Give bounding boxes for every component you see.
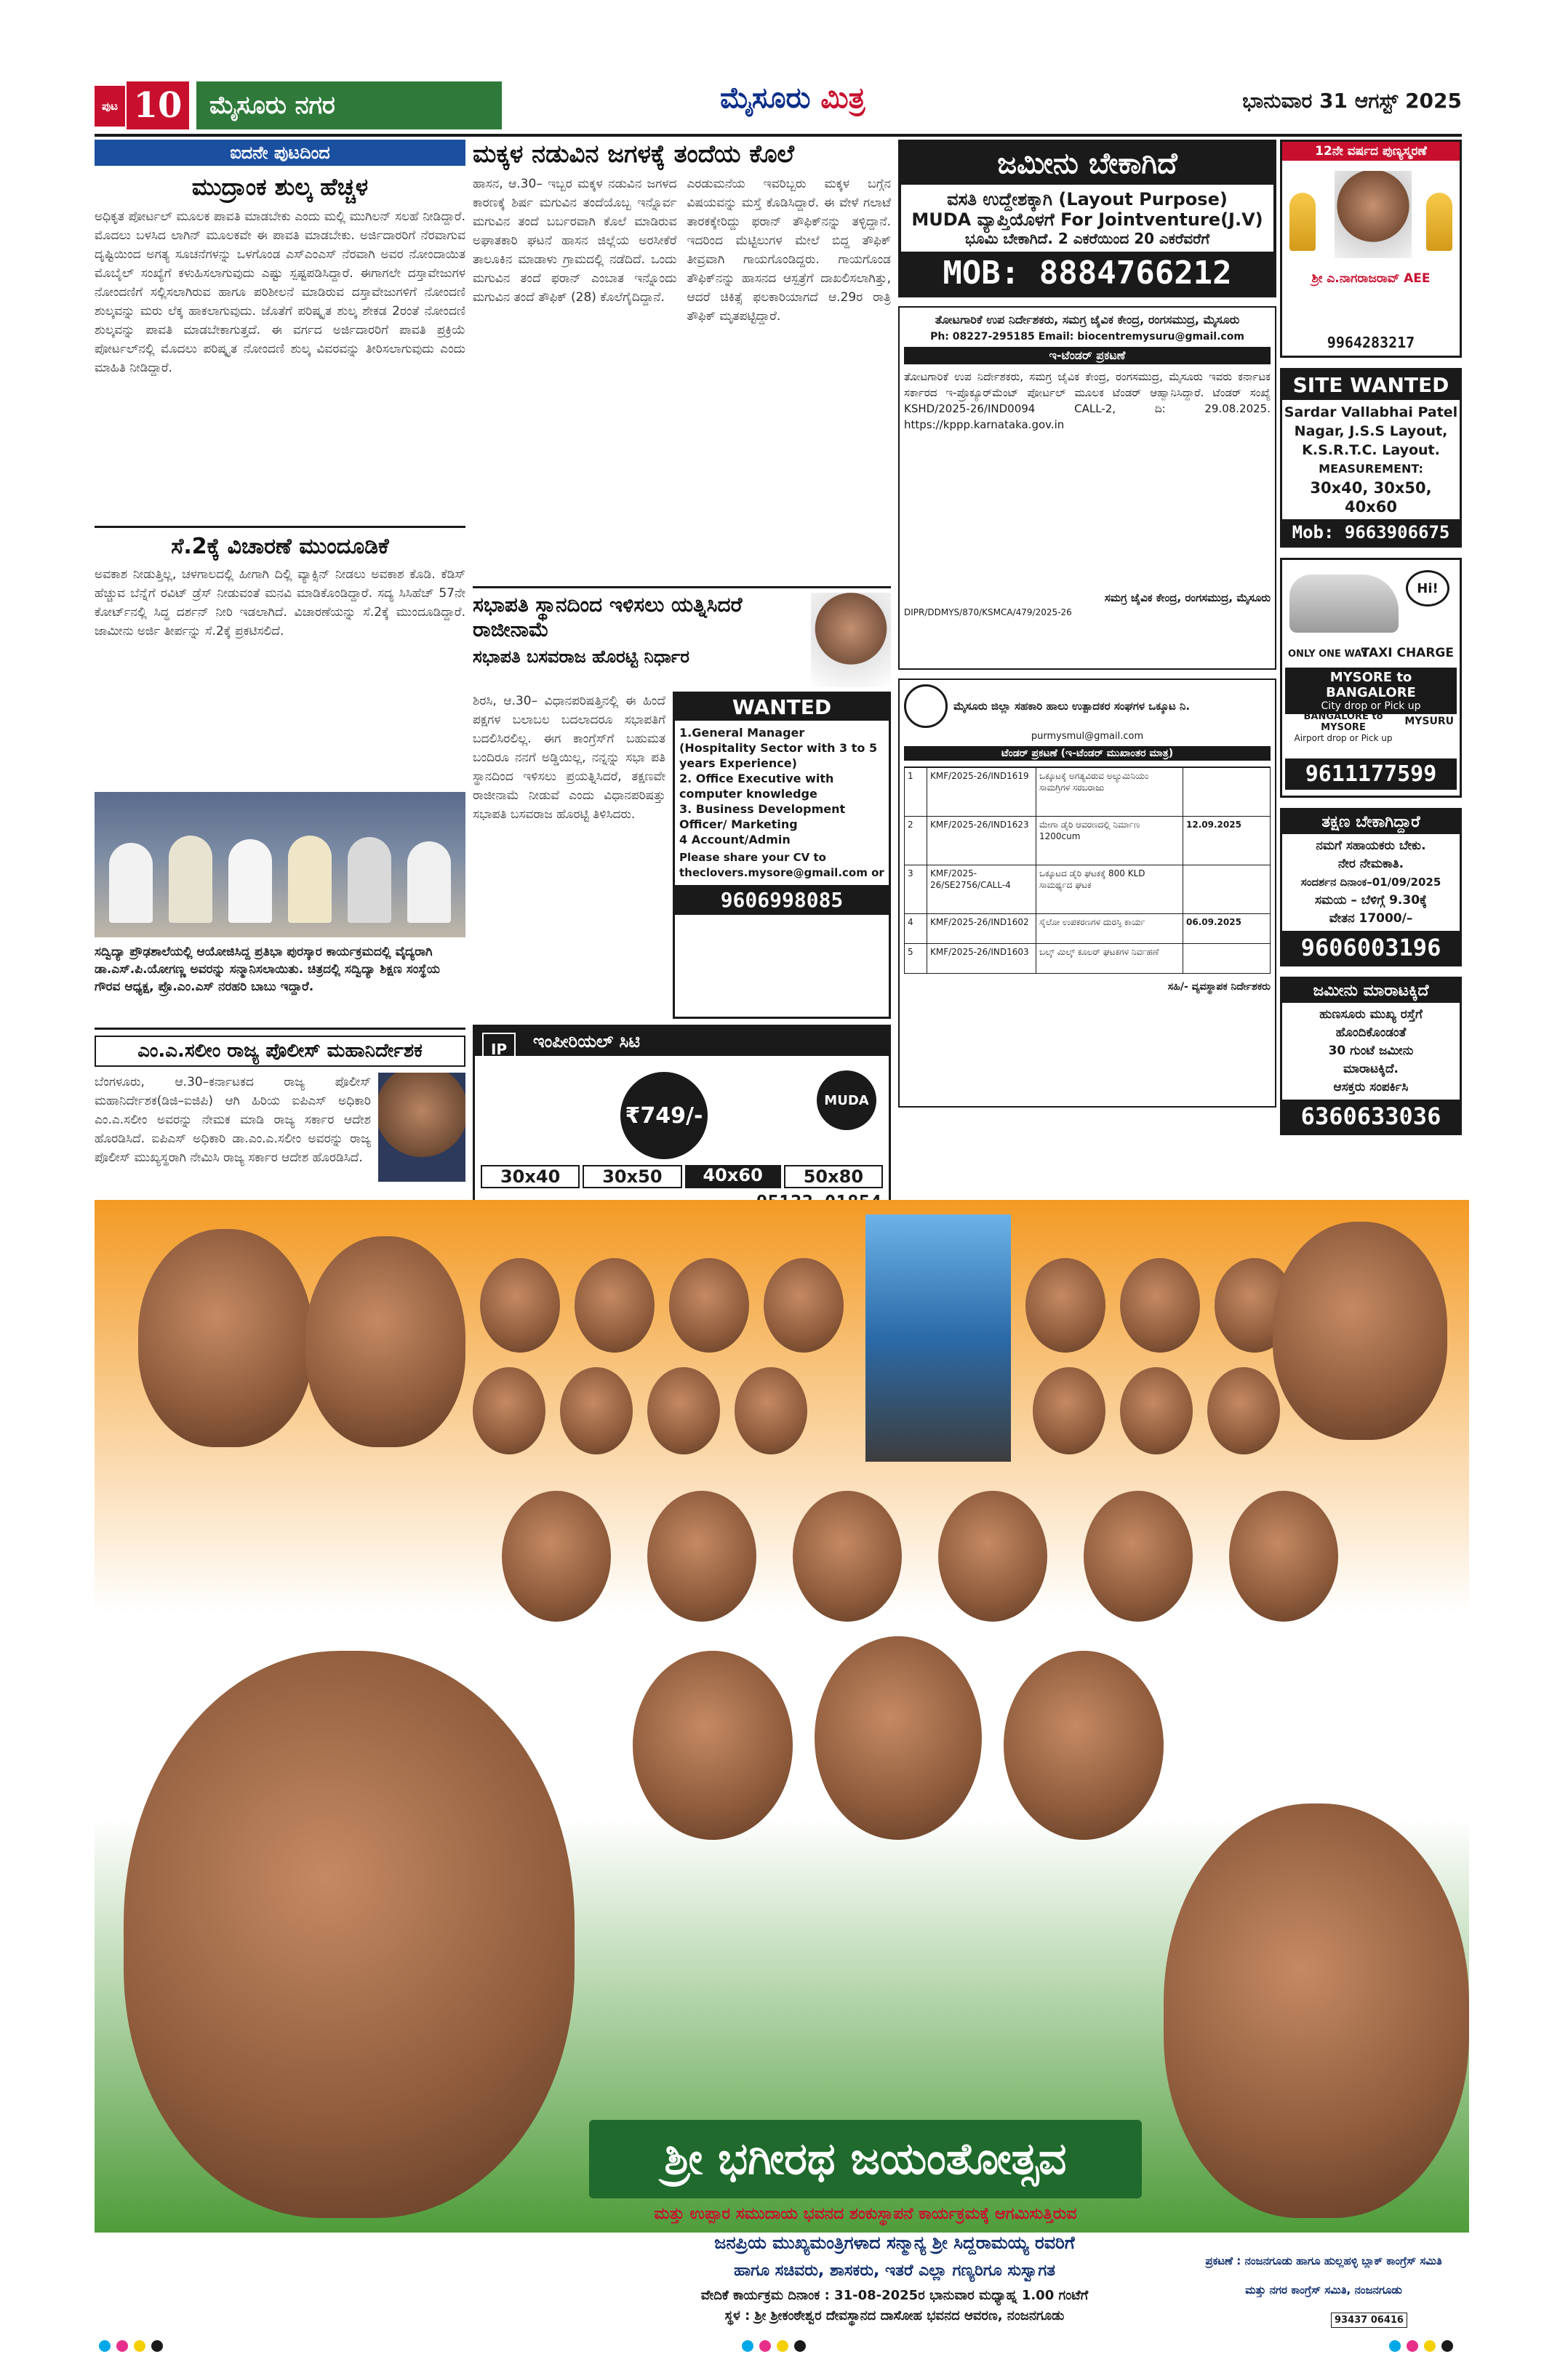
headline-dgp: ಎಂ.ಎ.ಸಲೀಂ ರಾಜ್ಯ ಪೊಲೀಸ್ ಮಹಾನಿರ್ದೇಶಕ — [95, 1036, 465, 1067]
leader-portrait — [1207, 1367, 1280, 1454]
masthead — [95, 81, 1462, 137]
paper-name-part-a: ಮೈಸೂರು — [720, 81, 811, 115]
designer-phone: 93437 06416 — [1331, 2313, 1407, 2328]
land-sale-title: ಜಮೀನು ಮಾರಾಟಕ್ಕಿದೆ — [1282, 979, 1460, 1003]
leader-portrait — [1025, 1258, 1105, 1353]
banner-line: ಜನಪ್ರಿಯ ಮುಖ್ಯಮಂತ್ರಿಗಳಾದ ಸನ್ಮಾನ್ಯ ಶ್ರೀ ಸಿದ್ದರಾಮಯ್ಯ ರವರಿಗೆ — [714, 2233, 1075, 2253]
section-name: ಮೈಸೂರು ನಗರ — [196, 81, 502, 129]
site-wanted-ad — [1280, 368, 1462, 548]
memorial-name: ಶ್ರೀ ಎ.ನಾಗರಾಜರಾವ್ AEE — [1311, 271, 1431, 286]
tender-heading: ತೋಟಗಾರಿಕೆ ಉಪ ನಿರ್ದೇಶಕರು, ಸಮಗ್ರ ಜೈವಿಕ ಕೇಂದ್ರ, ರಂಗಸಮುದ್ರ, ಮೈಸೂರು — [935, 313, 1240, 327]
banner-title: ಶ್ರೀ ಭಗೀರಥ ಜಯಂತೋತ್ಸವ — [589, 2120, 1142, 2198]
taxi-phone: 9611177599 — [1285, 758, 1457, 790]
tender-signature: ಸಮಗ್ರ ಜೈವಿಕ ಕೇಂದ್ರ, ರಂಗಸಮುದ್ರ, ಮೈಸೂರು — [1104, 591, 1271, 604]
chief-minister-portrait — [124, 1651, 575, 2218]
wanted-note: Please share your CV to theclovers.mysore@gmail.com or — [679, 851, 884, 879]
land-sale-ad — [1280, 977, 1462, 1135]
land-sale-line: ಹುಣಸೂರು ಮುಖ್ಯ ರಸ್ತೆಗೆ — [1319, 1007, 1423, 1022]
magenta-dot-icon — [759, 2340, 771, 2352]
banner-line: ಹಾಗೂ ಸಚಿವರು, ಶಾಸಕರು, ಇತರೆ ಎಲ್ಲಾ ಗಣ್ಯರಿಗೂ ಸುಸ್ವಾಗತ — [734, 2262, 1055, 2280]
photo-caption: ಸದ್ವಿದ್ಯಾ ಪ್ರೌಢಶಾಲೆಯಲ್ಲಿ ಆಯೋಜಿಸಿದ್ದ ಪ್ರತಿಭಾ ಪುರಸ್ಕಾರ ಕಾರ್ಯಕ್ರಮದಲ್ಲಿ ವೈದ್ಯರಾಗಿ ಡಾ.ಎಸ್.ಪಿ.ಯೋಗಣ್ಣ ಅವರನ್ನು ಸನ್ಮಾನಿಸಲಾಯಿತು. ಚಿತ್ರದಲ್ಲಿ ಸದ್ವಿದ್ಯಾ ಶಿಕ್ಷಣ ಸಂಸ್ಥೆಯ ಗೌರವ ಆಧ್ಯಕ್ಷ, ಪ್ರೊ.ಎಂ.ಎಸ್ ನರಹರಿ ಬಾಬು ಇದ್ದಾರೆ. — [95, 945, 440, 994]
land-sale-phone: 6360633036 — [1282, 1100, 1460, 1133]
registration-dots — [99, 2340, 163, 2352]
paper-name-part-b: ಮಿತ್ರ — [820, 81, 865, 115]
article-hearing: ಅವಕಾಶ ನೀಡುತ್ತಿಲ್ಲ, ಚಳಗಾಲದಲ್ಲಿ ಹೀಗಾಗಿ ದಿಲ್ಲಿ ವ್ಯಾಕ್ಸಿನ್ ನೀಡಲು ಅವಕಾಶ ಕೊಡಿ. ಕೆಡಿಸ್ ಹೆಚ್ಚುವ ಬೆನ್ನೆಗೆ ರವಿಟ್ ಡ್ರೆಸ್ ನೀಡುವಂತೆ ಮನವಿ ಮಾಡಿಕೊಂಡಿದ್ದಾರೆ. ಸದ್ಯ ಸಿಸಿಹೆಚ್ 57ನೇ ಕೋರ್ಟ್‌ನಲ್ಲಿ ಸಿದ್ಧ ದರ್ಶನ್ ನೀರಿ ಇಡಲಾಗಿದೆ. ವಿಚಾರಣೆಯನ್ನು ಸೆ.2ಕ್ಕೆ ಮುಂದೂಡಿದ್ದಾರೆ. ಜಾಮೀನು ಅರ್ಜಿ ತೀರ್ಪನ್ನು ಸೆ.2ಕ್ಕೆ ಪ್ರಕಟಿಸಲಿದೆ. — [95, 567, 465, 638]
black-dot-icon — [151, 2340, 163, 2352]
yellow-dot-icon — [134, 2340, 145, 2352]
land-wanted-line: MUDA ವ್ಯಾಪ್ತಿಯೊಳಗೆ For Jointventure(J.V) — [911, 209, 1263, 230]
column-1 — [95, 140, 465, 1204]
land-wanted-line: ಭೂಮಿ ಬೇಕಾಗಿದೆ. 2 ಎಕರೆಯಿಂದ 20 ಎಕರೆವರೆಗೆ — [964, 230, 1210, 247]
tender-kind: ಇ-ಟೆಂಡರ್ ಪ್ರಕಟಣೆ — [904, 347, 1271, 364]
divider — [95, 1028, 465, 1030]
land-sale-line: ಹೊಂದಿಕೊಂಡಂತೆ — [1335, 1025, 1407, 1040]
site-wanted-title: SITE WANTED — [1282, 370, 1460, 400]
banner-line: ಮತ್ತು ಉಪ್ಪಾರ ಸಮುದಾಯ ಭವನದ ಶಂಕುಸ್ಥಾಪನೆ ಕಾರ್ಯಕ್ರಮಕ್ಕೆ ಆಗಮಿಸುತ್ತಿರುವ — [654, 2205, 1077, 2223]
black-dot-icon — [794, 2340, 806, 2352]
article-chairman: ಶಿರಸಿ, ಆ.30– ವಿಧಾನಪರಿಷತ್ತಿನಲ್ಲಿ ಈ ಹಿಂದೆ ಪಕ್ಷಗಳ ಬಲಾಬಲ ಬದಲಾದರೂ ಸಭಾಪತಿಗೆ ಬದಲಿಸಿರಲಿಲ್ಲ. ಈಗ ಕಾಂಗ್ರೆಸ್‌ಗೆ ಬಹುಮತ ಬಂದಿರೂ ನನಗೆ ಅಡ್ಡಿಯಿಲ್ಲ, ನನ್ನನ್ನು ಸಭಾ ಪತಿ ಸ್ಥಾನದಿಂದ ಇಳಿಸಲು ಪ್ರಯತ್ನಿಸಿದರೆ, ತಕ್ಷಣವೇ ರಾಜೀನಾಮೆ ನೀಡುವೆ ಎಂದು ವಿಧಾನಪರಿಷತ್ತು ಸಭಾಪತಿ ಬಸವರಾಜ ಹೊರಟ್ಟಿ ತಿಳಿಸಿದರು. — [473, 694, 665, 822]
leader-portrait — [764, 1258, 844, 1353]
leader-portrait — [938, 1491, 1047, 1622]
wanted-item: 3. Business Development Officer/ Marketing — [679, 802, 846, 831]
article-dgp: ಬೆಂಗಳೂರು, ಆ.30–ಕರ್ನಾಟಕದ ರಾಜ್ಯ ಪೊಲೀಸ್ ಮಹಾನಿರ್ದೇಶಕ(ಡಿಜಿ–ಐಜಿಪಿ) ಆಗಿ ಹಿರಿಯ ಐಪಿಎಸ್ ಅಧಿಕಾರಿ ಎಂ.ಎ.ಸಲೀಂ ಅವರನ್ನು ನೇಮಕ ಮಾಡಿ ರಾಜ್ಯ ಸರ್ಕಾರ ಆದೇಶ ಹೊರಡಿಸಿದೆ. ಐಪಿಎಸ್ ಅಧಿಕಾರಿ ಡಾ.ಎಂ.ಎ.ಸಲೀಂ ಅವರನ್ನು ರಾಜ್ಯ ಪೊಲೀಸ್ ಮುಖ್ಯಸ್ಥರಾಗಿ ನೇಮಿಸಿ ರಾಜ್ಯ ಸರ್ಕಾರ ಆದೇಶ ಹೊರಡಿಸಿದೆ. — [95, 1075, 371, 1165]
site-wanted-line: 30x40, 30x50, 40x60 — [1310, 479, 1432, 516]
land-sale-line: ಮಾರಾಟಕ್ಕಿದೆ. — [1343, 1062, 1399, 1076]
land-wanted-phone: MOB: 8884766212 — [901, 252, 1273, 295]
milk-union-heading: ಮೈಸೂರು ಜಿಲ್ಲಾ ಸಹಕಾರಿ ಹಾಲು ಉತ್ಪಾದಕರ ಸಂಘಗಳ ಒಕ್ಕೂಟ ನಿ. — [953, 700, 1191, 713]
column-2 — [473, 140, 891, 1236]
table-row: 5 KMF/2025-26/IND1603 ಬಲ್ಕ್ ಮಿಲ್ಕ್ ಕೂಲರ್ ಘಟಕಗಳ ನಿರ್ವಹಣೆ — [905, 943, 1270, 973]
taxi-route-note-2: Airport drop or Pick up — [1294, 733, 1393, 743]
milk-union-kind: ಟೆಂಡರ್ ಪ್ರಕಟಣೆ (ಇ-ಟೆಂಡರ್ ಮುಖಾಂತರ ಮಾತ್ರ) — [904, 746, 1271, 761]
milk-union-signature: ಸಹಿ/- ವ್ಯವಸ್ಥಾಪಕ ನಿರ್ದೇಶಕರು — [1167, 981, 1271, 993]
tender-contact: Ph: 08227-295185 Email: biocentremysuru@gmail.com — [930, 331, 1244, 343]
magenta-dot-icon — [116, 2340, 128, 2352]
chairman-portrait — [811, 593, 891, 687]
dgp-portrait — [378, 1073, 465, 1182]
site-wanted-line: MEASUREMENT: — [1319, 462, 1423, 476]
leader-portrait — [647, 1491, 756, 1622]
taxi-ad — [1280, 558, 1462, 798]
event-photo — [95, 792, 465, 937]
plot-size: 40x60 — [685, 1165, 781, 1188]
wanted-item: 1.General Manager (Hospitality Sector with 3 to 5 years Experience) — [679, 726, 878, 770]
wanted-ad — [673, 692, 891, 1019]
job-line: ವೇತನ 17000/– — [1329, 911, 1413, 926]
tender-reference: DIPR/DDMYS/870/KSMCA/479/2025-26 — [904, 607, 1072, 617]
banner-publisher: ಪ್ರಕಟಣೆ : ನಂಜನಗೂಡು ಹಾಗೂ ಹುಲ್ಲಹಳ್ಳಿ ಬ್ಲಾಕ್ ಕಾಂಗ್ರೆಸ್ ಸಮಿತಿ — [1205, 2254, 1442, 2267]
land-wanted-title: ಜಮೀನು ಬೇಕಾಗಿದೆ — [901, 143, 1273, 185]
leader-portrait — [1084, 1491, 1193, 1622]
article-father-killed-a: ಹಾಸನ, ಆ.30– ಇಬ್ಬರ ಮಕ್ಕಳ ನಡುವಿನ ಜಗಳದ ಕಾರಣಕ್ಕೆ ಶಿರ್ಷ ಮಗುವಿನ ತಂದೆಯೊಬ್ಬ ಇನ್ನೊರ್ವ ಮಗುವಿನ ತಂದೆ ಬರ್ಬರವಾಗಿ ಕೊಲೆ ಮಾಡಿರುವ ಅಘಾತಕಾರಿ ಘಟನೆ ಹಾಸನ ಜಿಲ್ಲೆಯ ಅರಸೀಕೆರೆ ತಾಲೂಕಿನ ಮಾಡಾಳು ಗ್ರಾಮದಲ್ಲಿ ನಡೆದಿದೆ. ಒಂದು ಮಗುವಿನ ತಂದೆ ಫರಾನ್ ಎಂಬಾತ ಇನ್ನೊಂದು ಮಗುವಿನ ತಂದೆ ತೌಫಿಕ್ (28) ಕೊಲೆಗೈದಿದ್ದಾನೆ. — [473, 177, 677, 305]
tender-body: ತೋಟಗಾರಿಕೆ ಉಪ ನಿರ್ದೇಶಕರು, ಸಮಗ್ರ ಜೈವಿಕ ಕೇಂದ್ರ, ರಂಗಸಮುದ್ರ, ಮೈಸೂರು ಇವರು ಕರ್ನಾಟಕ ಸರ್ಕಾರದ ಇ-ಪ್ರೊಕ್ಯೂರ್‌ಮೆಂಟ್ ಪೋರ್ಟಲ್ ಮೂಲಕ ಟೆಂಡರ್ ಆಹ್ವಾನಿಸಿದ್ದಾರೆ. ಟೆಂಡರ್ ಸಂಖ್ಯೆ KSHD/2025-26/IND0094 CALL-2, ದಿ: 29.08.2025. https://kppp.karnataka.gov.in — [904, 370, 1271, 431]
wanted-title: WANTED — [675, 694, 889, 721]
job-line: ಸಂದರ್ಶನ ದಿನಾಂಕ–01/09/2025 — [1300, 876, 1441, 889]
cyan-dot-icon — [742, 2340, 753, 2352]
taxi-oneway: ONLY ONE WAY — [1288, 649, 1368, 660]
leader-portrait — [138, 1229, 313, 1447]
paper-name — [720, 81, 865, 115]
headline-father-killed: ಮಕ್ಕಳ ನಡುವಿನ ಜಗಳಕ್ಕೆ ತಂದೆಯ ಕೊಲೆ — [473, 140, 794, 169]
job-line: ನಮಗೆ ಸಹಾಯಕರು ಬೇಕು. — [1316, 838, 1426, 853]
banner-publisher: ಮತ್ತು ನಗರ ಕಾಂಗ್ರೆಸ್ ಸಮಿತಿ, ನಂಜನಗೂಡು — [1245, 2283, 1402, 2297]
page-number: 10 — [127, 81, 189, 129]
cyan-dot-icon — [99, 2340, 111, 2352]
muda-badge: MUDA — [817, 1070, 876, 1130]
wanted-item: 2. Office Executive with computer knowledge — [679, 772, 834, 801]
imperial-logo-icon: IP — [482, 1033, 516, 1066]
divider — [473, 586, 891, 588]
table-row: 2 KMF/2025-26/IND1623 ಮೇಗಾ ಡೈರಿ ಆವರಣದಲ್ಲಿ ನಿರ್ಮಾಣ 1200cum 12.09.2025 — [905, 816, 1270, 865]
milk-union-logo-icon — [904, 684, 948, 728]
job-phone: 9606003196 — [1282, 931, 1460, 964]
taxi-charge: TAXI CHARGE — [1361, 646, 1454, 660]
headline-hearing-adjourned: ಸೆ.2ಕ್ಕೆ ವಿಚಾರಣೆ ಮುಂದೂಡಿಕೆ — [171, 534, 389, 559]
car-icon — [1289, 575, 1399, 633]
leader-portrait — [480, 1258, 560, 1353]
taxi-route: MYSORE to BANGALORE — [1326, 670, 1416, 700]
imperial-price: ₹749/- — [620, 1072, 708, 1159]
site-wanted-line: Sardar Vallabhai Patel — [1284, 404, 1458, 420]
milk-union-tender — [898, 678, 1276, 1108]
wanted-phone: 9606998085 — [675, 885, 889, 915]
cyan-dot-icon — [1389, 2340, 1401, 2352]
continued-kicker: ಐದನೇ ಪುಟದಿಂದ — [95, 140, 465, 166]
yellow-dot-icon — [777, 2340, 788, 2352]
leader-portrait — [633, 1651, 793, 1840]
memorial-ad — [1280, 140, 1462, 358]
site-wanted-line: K.S.R.T.C. Layout. — [1302, 442, 1440, 458]
leader-portrait — [1164, 1803, 1469, 2218]
leader-portrait — [1120, 1258, 1200, 1353]
table-row: 3 KMF/2025-26/SE2756/CALL-4 ಒಕ್ಕೂಟದ ಡೈರಿ ಘಟಕಕ್ಕೆ 800 KLD ಸಾಮರ್ಥ್ಯದ ಘಟಕ — [905, 865, 1270, 913]
column-3 — [898, 140, 1276, 1108]
issue-date: ಭಾನುವಾರ 31 ಆಗಸ್ಟ್ 2025 — [1242, 89, 1462, 113]
leader-portrait — [1273, 1222, 1447, 1440]
table-row: 4 KMF/2025-26/IND1602 ಸೈಲೋ ಉಪಕರಣಗಳ ದುರಸ್ತಿ ಕಾರ್ಯ 06.09.2025 — [905, 913, 1270, 943]
job-line: ನೇರ ನೇಮಕಾತಿ. — [1337, 857, 1404, 871]
leader-portrait — [502, 1491, 611, 1622]
divider — [95, 526, 465, 528]
leader-portrait — [793, 1491, 902, 1622]
taxi-route-note: City drop or Pick up — [1321, 700, 1421, 712]
memorial-portrait — [1335, 171, 1412, 258]
site-wanted-phone: Mob: 9663906675 — [1282, 519, 1460, 545]
horticulture-tender — [898, 306, 1276, 670]
tender-table — [904, 766, 1271, 974]
leader-portrait — [669, 1258, 749, 1353]
table-row: 1 KMF/2025-26/IND1619 ಒಕ್ಕೂಟಕ್ಕೆ ಅಗತ್ಯವಿರುವ ಅಲ್ಯುಮಿನಿಯಂ ಸಾಮಗ್ರಿಗಳ ಸರಬರಾಜು — [905, 767, 1270, 816]
taxi-city: MYSURU — [1404, 716, 1454, 727]
land-wanted-ad — [898, 140, 1276, 297]
banner-line: ವೇದಿಕೆ ಕಾರ್ಯಕ್ರಮ ದಿನಾಂಕ : 31-08-2025ರ ಭಾನುವಾರ ಮಧ್ಯಾಹ್ನ 1.00 ಗಂಟೆಗೆ — [700, 2288, 1089, 2303]
leader-portrait — [815, 1636, 982, 1840]
yellow-dot-icon — [1424, 2340, 1436, 2352]
lamp-icon — [1426, 193, 1452, 251]
job-title: ತಕ್ಷಣ ಬೇಕಾಗಿದ್ದಾರೆ — [1282, 810, 1460, 834]
leader-portrait — [647, 1367, 720, 1454]
memorial-phone: 9964283217 — [1327, 334, 1415, 351]
registration-dots — [742, 2340, 806, 2352]
headline-stamp-duty: ಮುದ್ರಾಂಕ ಶುಲ್ಕ ಹೆಚ್ಚಳ — [191, 173, 369, 201]
magenta-dot-icon — [1407, 2340, 1418, 2352]
imperial-title: ಇಂಪೀರಿಯಲ್ ಸಿಟಿ — [475, 1027, 889, 1056]
subhead-chairman: ಸಭಾಪತಿ ಬಸವರಾಜ ಹೊರಟ್ಟಿ ನಿರ್ಧಾರ — [473, 646, 689, 667]
land-sale-line: 30 ಗುಂಟೆ ಜಮೀನು — [1328, 1044, 1414, 1058]
headline-chairman: ಸಭಾಪತಿ ಸ್ಥಾನದಿಂದ ಇಳಿಸಲು ಯತ್ನಿಸಿದರೆ ರಾಜೀನಾಮೆ — [473, 593, 743, 641]
job-ad — [1280, 808, 1462, 966]
registration-dots — [1389, 2340, 1453, 2352]
land-wanted-line: ವಸತಿ ಉದ್ದೇಶಕ್ಕಾಗಿ (Layout Purpose) — [947, 189, 1228, 209]
lamp-icon — [1289, 193, 1316, 251]
plot-size: 50x80 — [784, 1165, 883, 1188]
milk-union-email: purmysmul@gmail.com — [1031, 731, 1144, 742]
land-sale-line: ಆಸಕ್ತರು ಸಂಪರ್ಕಿಸಿ — [1333, 1080, 1409, 1094]
article-stamp-duty: ಅಧಿಕೃತ ಪೋರ್ಟಲ್ ಮೂಲಕ ಪಾವತಿ ಮಾಡಬೇಕು ಎಂದು ಮಲ್ಲಿ ಮುಗಿಲನ್ ಸಲಹೆ ನೀಡಿದ್ದಾರೆ. ಮೊದಲು ಬಳಸಿದ ಲಾಗಿನ್ ಮೂಲಕವೇ ಈ ಪಾವತಿ ಮಾಡಬೇಕು. ಅರ್ಜಿದಾರರಿಗೆ ನೆರವಾಗುವ ದೃಷ್ಟಿಯಿಂದ ಅಗತ್ಯ ಸೂಚನೆಗಳನ್ನು ಒಳಗೊಂಡ ಎಸ್‌ಎಂಎಸ್ ನೆರವಾಗಿ ಅವರ ನೋಂದಾಯಿತ ಮೊಬೈಲ್ ಸಂಖ್ಯೆಗೆ ಕಳುಹಿಸಲಾಗುವುದು ಎಷ್ಟು ಸ್ಪಷ್ಟಪಡಿಸಿದ್ದಾರೆ. ಈಗಾಗಲೇ ದಸ್ತಾವೇಜುಗಳ ನೋಂದಣಿಗೆ ಸಲ್ಲಿಸಲಾಗಿರುವ ಹಾಗೂ ಪರಿಶೀಲನೆ ಮಾಡಿರುವ ದಸ್ತಾವೇಜುಗಳಿಗೆ ನೋಂದಣಿ ಶುಲ್ಕವನ್ನು ಮರು ಲೆಕ್ಕ ಹಾಕಲಾಗುವುದು. ಜೊತೆಗೆ ಪರಿಷ್ಕೃತ ಶುಲ್ಕ ಶೇಕಡ 2ರಂತೆ ನೋಂದಣಿ ಶುಲ್ಕವನ್ನು ಪಾವತಿ ಮಾಡಬೇಕಾಗುತ್ತದೆ. ಈ ವರ್ಗದ ಅರ್ಜಿದಾರರಿಗೆ ಪಾವತಿ ಪ್ರಕ್ರಿಯೆ ಪೋರ್ಟಲ್‌ನಲ್ಲಿ ಮೊದಲು ಪರಿಷ್ಕೃತ ನೋಂದಣಿ ಶುಲ್ಕ ವಿವರವನ್ನು ತೀರಿಸಲಾಗುವುದು ಎಂದು ಮಾಹಿತಿ ನೀಡಿದ್ದಾರೆ. — [95, 209, 465, 375]
bhagiratha-deity-image — [865, 1214, 1011, 1462]
leader-portrait — [1033, 1367, 1105, 1454]
wanted-item: 4 Account/Admin — [679, 833, 791, 846]
leader-portrait — [560, 1367, 633, 1454]
jayanti-banner-ad — [95, 1200, 1469, 2233]
taxi-route-2: BANGALORE to MYSORE — [1303, 711, 1383, 733]
article-father-killed-b: ಎರಡುಮನೆಯ ಇವರಿಬ್ಬರು ಮಕ್ಕಳ ಬಗ್ಗೆನ ವಿಷಯವನ್ನು ಮಸ್ತೆ ಕೊಡಿಸಿದ್ದಾರೆ. ಈ ವೇಳೆ ಗಲಾಟೆ ತಾರಕಕ್ಕೇರಿದ್ದು ಫರಾನ್ ತೌಫಿಕ್‌ನನ್ನು ತಳ್ಳಿದ್ದಾನೆ. ಇದರಿಂದ ಮೆಟ್ಟಿಲುಗಳ ಮೇಲೆ ಬಿದ್ದ ತೌಫಿಕ್ ತೀವ್ರವಾಗಿ ಗಾಯಗೊಂಡಿದ್ದರು. ಗಾಯಗೊಂಡ ತೌಫಿಕ್‌ನನ್ನು ಹಾಸನದ ಆಸ್ಪತ್ರೆಗೆ ದಾಖಲಿಸಲಾಗಿತ್ತು, ಆದರೆ ಚಿಕಿತ್ಸೆ ಫಲಕಾರಿಯಾಗದೆ ಆ.29ರ ರಾತ್ರಿ ತೌಫಿಕ್ ಮೃತಪಟ್ಟಿದ್ದಾರೆ. — [687, 177, 891, 324]
banner-line: ಸ್ಥಳ : ಶ್ರೀ ಶ್ರೀಕಂಠೇಶ್ವರ ದೇವಸ್ಥಾನದ ದಾಸೋಹ ಭವನದ ಆವರಣ, ನಂಜನಗೂಡು — [724, 2308, 1065, 2323]
plot-size: 30x40 — [481, 1165, 580, 1188]
memorial-title: 12ನೇ ವರ್ಷದ ಪುಣ್ಯಸ್ಮರಣೆ — [1282, 142, 1460, 161]
leader-portrait — [575, 1258, 655, 1353]
page-tag: ಪುಟ — [95, 86, 125, 127]
job-line: ಸಮಯ – ಬೆಳಿಗ್ಗೆ 9.30ಕ್ಕೆ — [1315, 893, 1427, 908]
leader-portrait — [305, 1236, 465, 1447]
plot-size: 30x50 — [583, 1165, 681, 1188]
black-dot-icon — [1441, 2340, 1453, 2352]
leader-portrait — [1004, 1651, 1164, 1840]
leader-portrait — [1120, 1367, 1193, 1454]
column-4 — [1280, 140, 1462, 1135]
leader-portrait — [735, 1367, 807, 1454]
leader-portrait — [473, 1367, 545, 1454]
leader-portrait — [1229, 1491, 1338, 1622]
hi-bubble-icon: Hi! — [1406, 570, 1449, 606]
site-wanted-line: Nagar, J.S.S Layout, — [1294, 423, 1448, 439]
